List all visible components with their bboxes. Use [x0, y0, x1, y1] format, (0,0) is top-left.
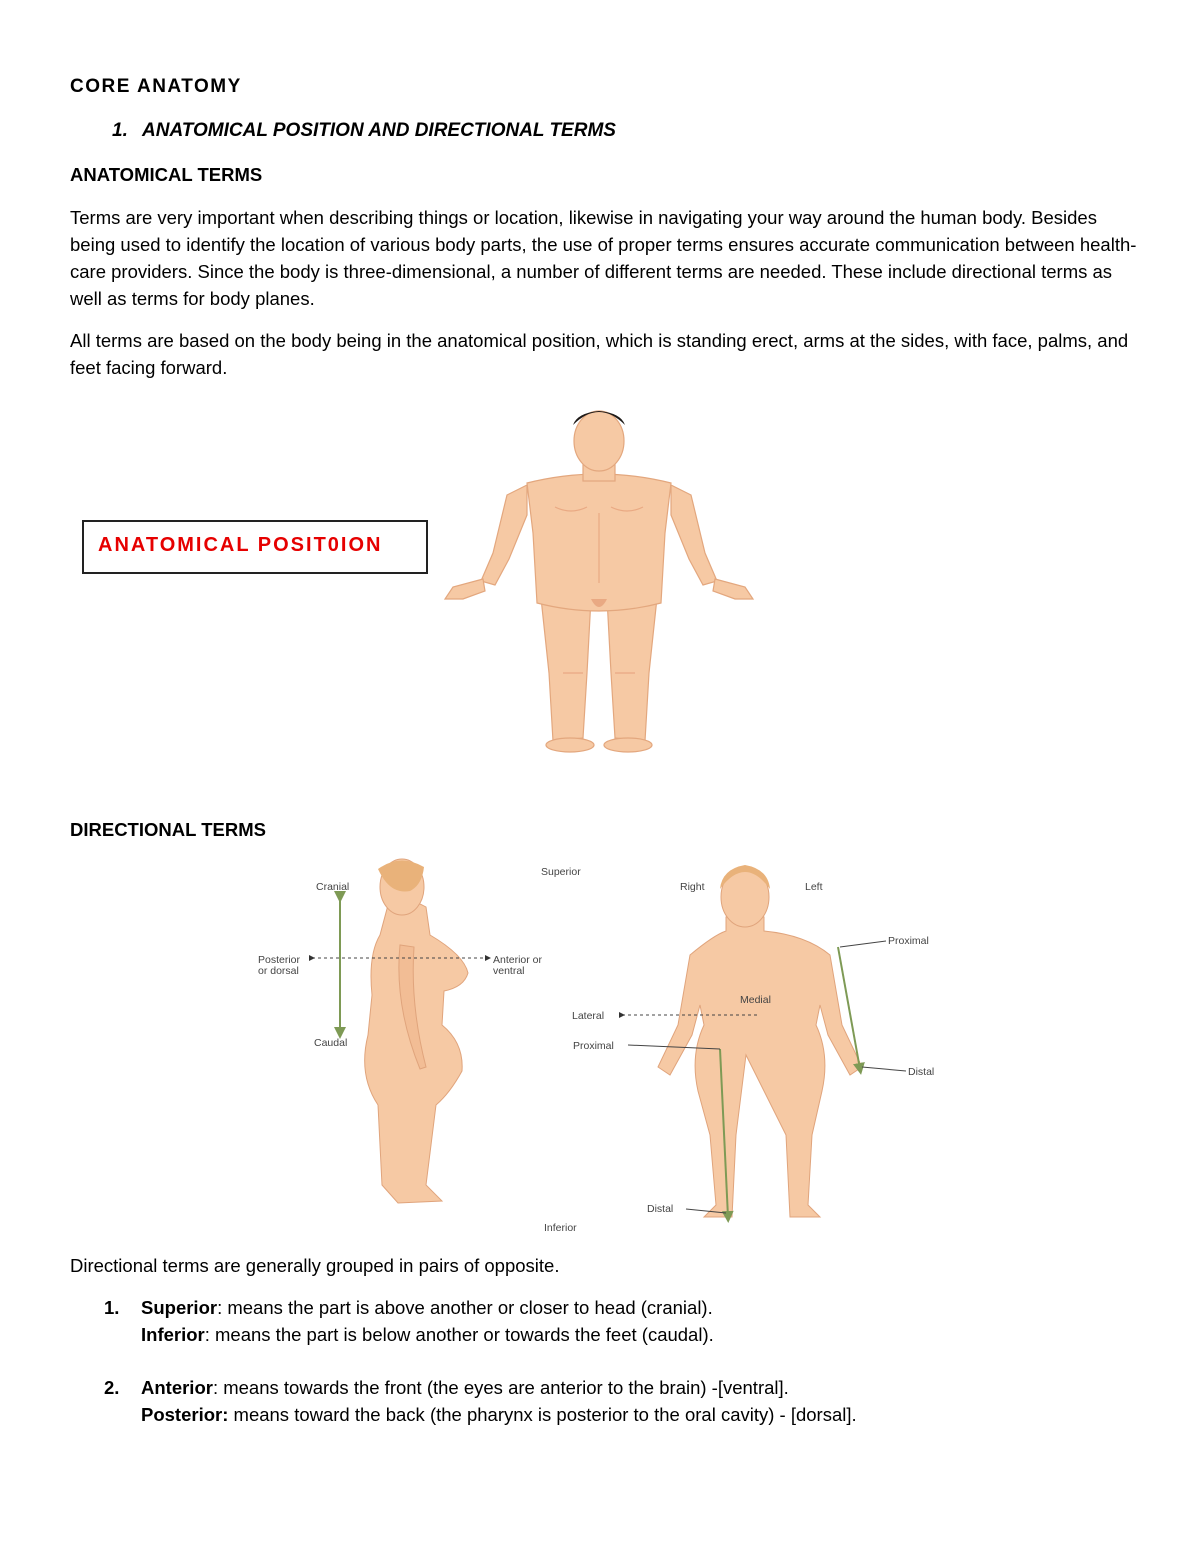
list-item [104, 1374, 1104, 1428]
label-caudal: Caudal [314, 1037, 348, 1049]
label-inferior: Inferior [544, 1222, 577, 1234]
section-title: ANATOMICAL POSITION AND DIRECTIONAL TERMS [142, 120, 616, 141]
figure-right-leg [541, 598, 591, 741]
document-title: CORE ANATOMY [70, 76, 242, 97]
anatomical-position-label-box [82, 520, 428, 574]
label-proximal-arm: Proximal [888, 935, 929, 947]
anatomical-terms-paragraph-2: All terms are based on the body being in the anatomical position, which is standing erect, arms at the sides, with face, palms, and feet facing forward. [70, 330, 1129, 378]
label-dorsal: or dorsal [258, 965, 299, 977]
directional-terms-heading: DIRECTIONAL TERMS [70, 819, 266, 840]
section-heading [112, 120, 616, 142]
term-anterior: Anterior [141, 1377, 213, 1398]
section-number: 1. [112, 120, 128, 141]
anatomical-terms-heading: ANATOMICAL TERMS [70, 164, 263, 185]
label-superior: Superior [541, 866, 581, 878]
label-anterior: Anterior or [493, 954, 543, 966]
list-item-number: 2. [104, 1377, 120, 1398]
term-superior-definition: : means the part is above another or closer to head (cranial). [217, 1297, 713, 1318]
label-right: Right [680, 881, 705, 893]
list-item [104, 1294, 1104, 1348]
anatomical-position-label: ANATOMICAL POSIT0ION [98, 534, 383, 556]
label-proximal-leg: Proximal [573, 1040, 614, 1052]
term-inferior: Inferior [141, 1324, 205, 1345]
list-item-number: 1. [104, 1297, 120, 1318]
directional-terms-diagram [250, 855, 970, 1240]
term-posterior-definition: means toward the back (the pharynx is posterior to the oral cavity) - [dorsal]. [228, 1404, 857, 1425]
term-posterior: Posterior: [141, 1404, 229, 1425]
term-inferior-definition: : means the part is below another or towards the feet (caudal). [204, 1324, 714, 1345]
anatomical-position-figure [423, 403, 775, 755]
label-left: Left [805, 881, 823, 893]
term-superior: Superior [141, 1297, 218, 1318]
term-anterior-definition: : means towards the front (the eyes are anterior to the brain) -[ventral]. [212, 1377, 789, 1398]
label-ventral: ventral [493, 965, 525, 977]
directional-terms-intro: Directional terms are generally grouped in pairs of opposite. [70, 1255, 560, 1276]
anatomical-terms-paragraph-1: Terms are very important when describing things or location, likewise in navigating your way around the human body. Besides being used to identify the location of various body parts, the use of proper terms ensures accurate communication between health-care providers. Since the body is three-dimensional, a number of different terms are needed. These include directional terms as well as terms for body planes. [70, 207, 1137, 309]
label-cranial: Cranial [316, 881, 350, 893]
label-lateral: Lateral [572, 1010, 605, 1022]
label-distal-leg: Distal [647, 1203, 674, 1215]
front-view-figure [658, 867, 862, 1217]
label-medial: Medial [740, 994, 771, 1006]
label-distal-arm: Distal [908, 1066, 935, 1078]
figure-head [574, 411, 624, 471]
side-view-figure [365, 859, 468, 1203]
directional-terms-list [104, 1294, 1104, 1454]
label-posterior: Posterior [258, 954, 301, 966]
figure-left-leg [607, 598, 657, 741]
